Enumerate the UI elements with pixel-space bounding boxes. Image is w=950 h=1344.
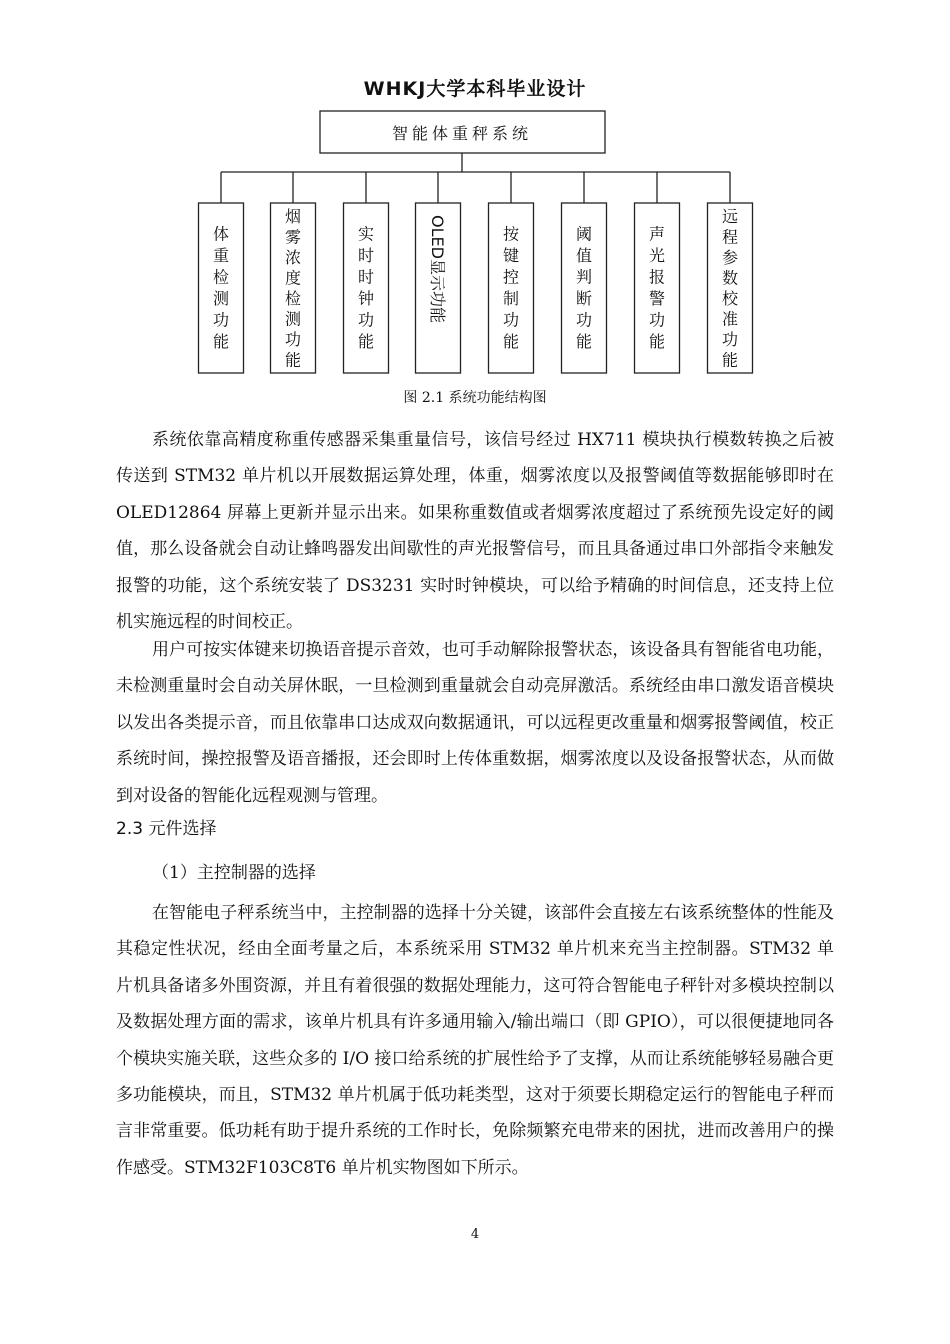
child-nodes (199, 172, 753, 373)
child-node-label: 实时时钟功能 (357, 224, 375, 351)
subsection-title: （1）主控制器的选择 (152, 863, 316, 883)
root-node-label: 智能体重秤系统 (391, 124, 533, 143)
paragraph-1-text: 系统依靠高精度称重传感器采集重量信号，该信号经过 HX711 模块执行模数转换之后被传送到 STM32 单片机以开展数据运算处理，体重，烟雾浓度以及报警阈值等数据能够即时在 OLED12864 屏幕上更新并显示出来。如果称重数值或者烟雾浓度超过了系统预先设定好的阈值，那么设备就会自动让蜂鸣器发出间歇性的声光报警信号，而且具备通过串口外部指令来触发报警的功能，这个系统安装了 DS3231 实时时钟模块，可以给予精确的时间信息，还支持上位机实施远程的时间校正。 (116, 430, 834, 633)
paragraph-1 (116, 422, 834, 640)
section-title: 2.3 元件选择 (116, 819, 217, 839)
child-node-label: 远程参数校准功能 (721, 207, 739, 370)
paragraph-3-text: 在智能电子秤系统当中，主控制器的选择十分关键，该部件会直接左右该系统整体的性能及其稳定性状况，经由全面考量之后，本系统采用 STM32 单片机来充当主控制器。STM32 单片机具备诸多外围资源，并且有着很强的数据处理能力，这可符合智能电子秤针对多模块控制以及数据处理方面的需求，该单片机具有许多通用输入/输出端口（即 GPIO），可以很便捷地同各个模块实施关联，这些众多的 I/O 接口给系统的扩展性给予了支撑，从而让系统能够轻易融合更多功能模块，而且，STM32 单片机属于低功耗类型，这对于须要长期稳定运行的智能电子秤而言非常重要。低功耗有助于提升系统的工作时长，免除频繁充电带来的困扰，进而改善用户的操作感受。STM32F103C8T6 单片机实物图如下所示。 (116, 903, 834, 1178)
child-node-label: 按键控制功能 (502, 224, 520, 351)
child-node-label: 阈值判断功能 (575, 224, 593, 351)
paragraph-3 (116, 895, 834, 1186)
child-node-label: 声光报警功能 (648, 224, 666, 351)
child-node-label: OLED显示功能 (428, 215, 447, 323)
page-header: WHKJ大学本科毕业设计 (363, 78, 587, 100)
paragraph-2-text: 用户可按实体键来切换语音提示音效，也可手动解除报警状态，该设备具有智能省电功能，未检测重量时会自动关屏休眠，一旦检测到重量就会自动亮屏激活。系统经由串口激发语音模块以发出各类提示音，而且依靠串口达成双向数据通讯，可以远程更改重量和烟雾报警阈值，校正系统时间，操控报警及语音播报，还会即时上传体重数据，烟雾浓度以及设备报警状态，从而做到对设备的智能化远程观测与管理。 (116, 640, 834, 806)
system-structure-diagram (0, 0, 950, 400)
child-node-label: 烟雾浓度检测功能 (284, 207, 302, 370)
child-node-label: 体重检测功能 (212, 224, 230, 351)
figure-caption: 图 2.1 系统功能结构图 (403, 390, 547, 406)
paragraph-2 (116, 632, 834, 814)
page-number: 4 (470, 1227, 480, 1242)
